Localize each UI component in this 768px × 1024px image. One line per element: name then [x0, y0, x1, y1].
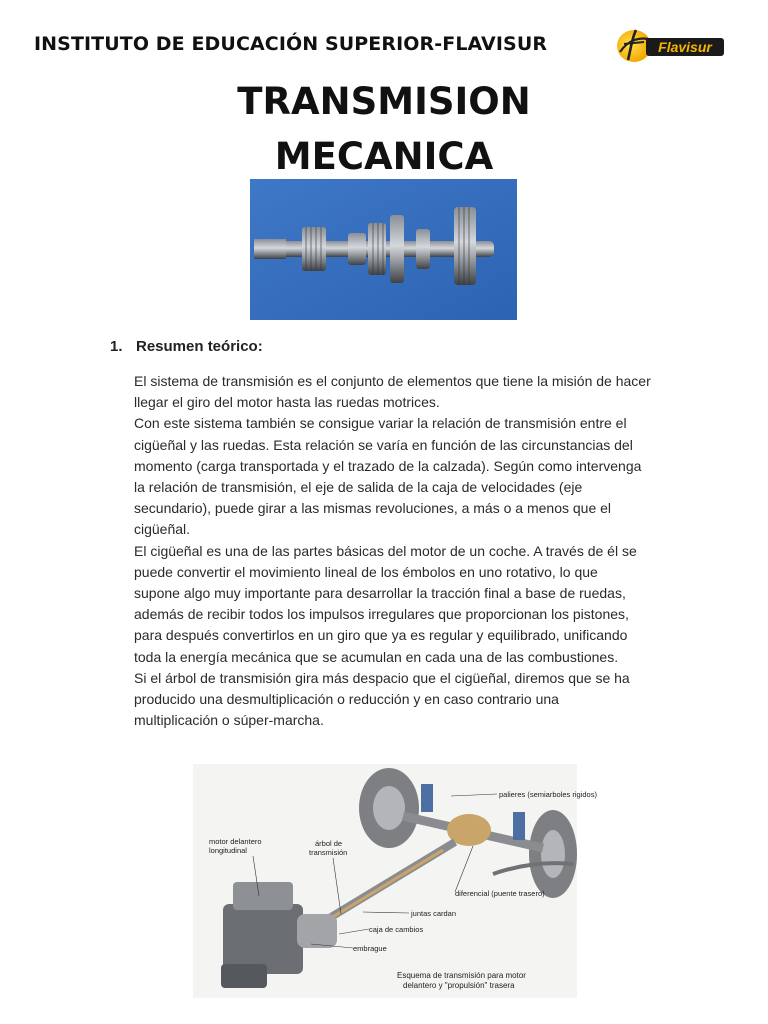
text-line: multiplicación o súper-marcha.	[134, 712, 324, 729]
label-diferencial: diferencial (puente trasero)	[455, 889, 545, 898]
label-motor-1: motor delantero	[209, 837, 262, 846]
gear-shaft-photo	[250, 179, 517, 320]
caption-line-1: Esquema de transmisión para motor	[397, 971, 526, 980]
text-line: Si el árbol de transmisión gira más despacio que el cigüeñal, diremos que se ha	[134, 669, 630, 686]
label-embrague: embrague	[353, 944, 387, 953]
institute-name: INSTITUTO DE EDUCACIÓN SUPERIOR-FLAVISUR	[34, 33, 548, 55]
label-motor-2: longitudinal	[209, 846, 247, 855]
label-caja: caja de cambios	[369, 925, 424, 934]
text-line: para después convertirlos en un giro que ya es regular y equilibrado, unificando	[134, 627, 628, 644]
logo-text: Flavisur	[658, 39, 712, 55]
section-heading	[110, 338, 263, 355]
caption-line-2: delantero y "propulsión" trasera	[403, 981, 515, 990]
text-line: cigüeñal y las ruedas. Esta relación se varía en función de las circunstancias del	[134, 436, 633, 453]
text-line: El cigüeñal es una de las partes básicas del motor de un coche. A través de él se	[134, 542, 637, 559]
text-line: Con este sistema también se consigue variar la relación de transmisión entre el	[134, 415, 627, 432]
text-line: momento (carga transportada y el trazado de la calzada). Según como intervenga	[134, 457, 642, 474]
section-title: Resumen teórico:	[136, 338, 263, 355]
label-palieres: palieres (semiarboles rigidos)	[499, 790, 597, 799]
text-line: secundario), puede girar a las mismas revoluciones, a más o a menos que el	[134, 500, 612, 517]
text-line: producido una desmultiplicación o reducción y en caso contrario una	[134, 691, 559, 708]
text-line: puede convertir el movimiento lineal de los émbolos en uno rotativo, lo que	[134, 563, 598, 580]
text-line: además de recibir todos los impulsos irregulares que proporcionan los pistones,	[134, 606, 629, 623]
flavisur-logo	[614, 26, 726, 64]
text-line: supone algo muy importante para desarrollar la tracción final a base de ruedas,	[134, 585, 626, 602]
page-title-line-2: MECANICA	[274, 135, 494, 178]
text-line: toda la energía mecánica que se acumulan en cada una de las combustiones.	[134, 648, 619, 665]
text-line: la relación de transmisión, el eje de salida de la caja de velocidades (eje	[134, 479, 583, 496]
page-title-line-1: TRANSMISION	[237, 80, 531, 123]
label-arbol-2: transmisión	[309, 848, 348, 857]
text-line: cigüeñal.	[134, 521, 191, 538]
summary-paragraph	[134, 371, 694, 731]
transmission-diagram	[193, 764, 597, 998]
text-line: El sistema de transmisión es el conjunto de elementos que tiene la misión de hacer	[134, 373, 651, 389]
label-juntas: juntas cardan	[411, 909, 457, 918]
label-arbol-1: árbol de	[315, 839, 343, 848]
section-number: 1.	[110, 338, 123, 355]
text-line: llegar el giro del motor hasta las ruedas motrices.	[134, 394, 440, 411]
